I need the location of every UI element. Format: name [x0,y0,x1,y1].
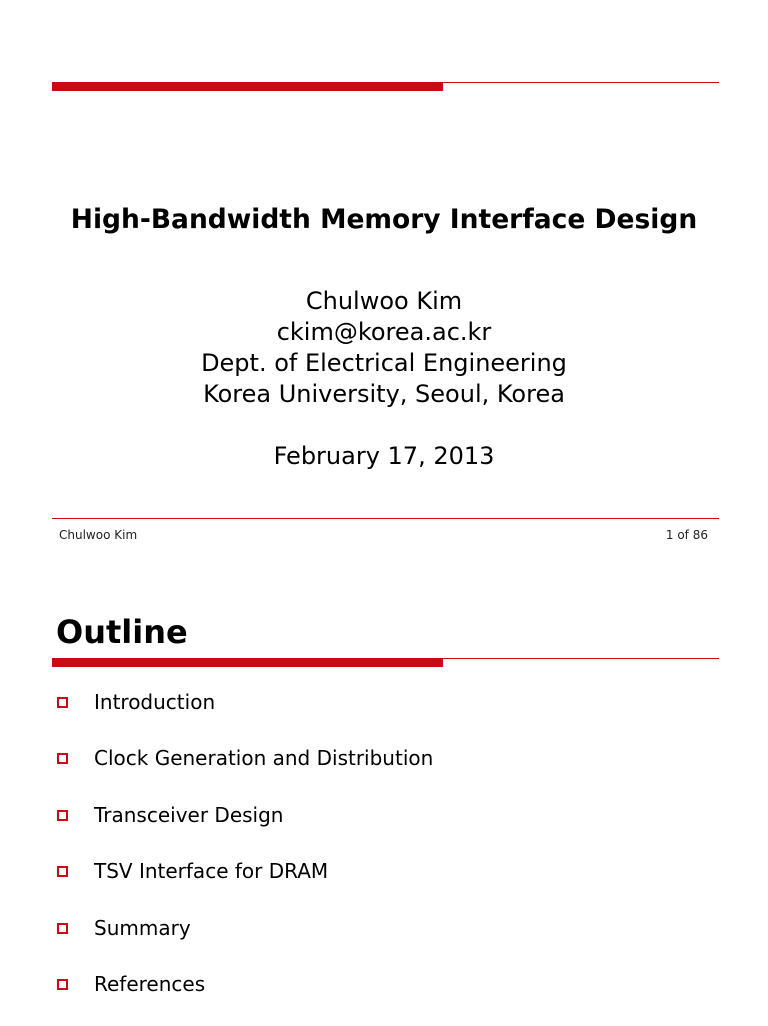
page-number: 1 of 86 [665,528,708,542]
outline-item [57,914,433,970]
outline-slide [0,560,768,1024]
outline-list [57,688,433,1026]
footer-rule [52,518,719,519]
outline-item [57,857,433,913]
outline-item-label: TSV Interface for DRAM [94,859,329,884]
author-block [0,286,768,410]
hollow-square-bullet-icon [57,866,68,877]
hollow-square-bullet-icon [57,979,68,990]
hollow-square-bullet-icon [57,810,68,821]
author-name: Chulwoo Kim [305,287,463,315]
outline-item [57,744,433,800]
hollow-square-bullet-icon [57,753,68,764]
outline-item-label: Summary [94,915,191,940]
hollow-square-bullet-icon [57,923,68,934]
outline-item-label: Transceiver Design [94,802,284,827]
outline-rule-thick [52,659,443,667]
outline-item-label: Introduction [94,690,216,714]
header-rule-thick [52,83,443,91]
outline-item [57,688,433,744]
outline-item [57,801,433,857]
author-department: Dept. of Electrical Engineering [201,349,567,377]
presentation-title: High-Bandwidth Memory Interface Design [70,204,698,235]
author-email: ckim@korea.ac.kr [276,318,492,346]
outline-item-label: References [94,971,206,996]
outline-item-label: Clock Generation and Distribution [94,746,434,771]
presentation-date: February 17, 2013 [273,442,495,470]
hollow-square-bullet-icon [57,697,68,708]
outline-heading: Outline [56,613,188,651]
outline-item [57,970,433,1026]
author-university: Korea University, Seoul, Korea [203,380,565,408]
footer-author: Chulwoo Kim [59,528,138,542]
